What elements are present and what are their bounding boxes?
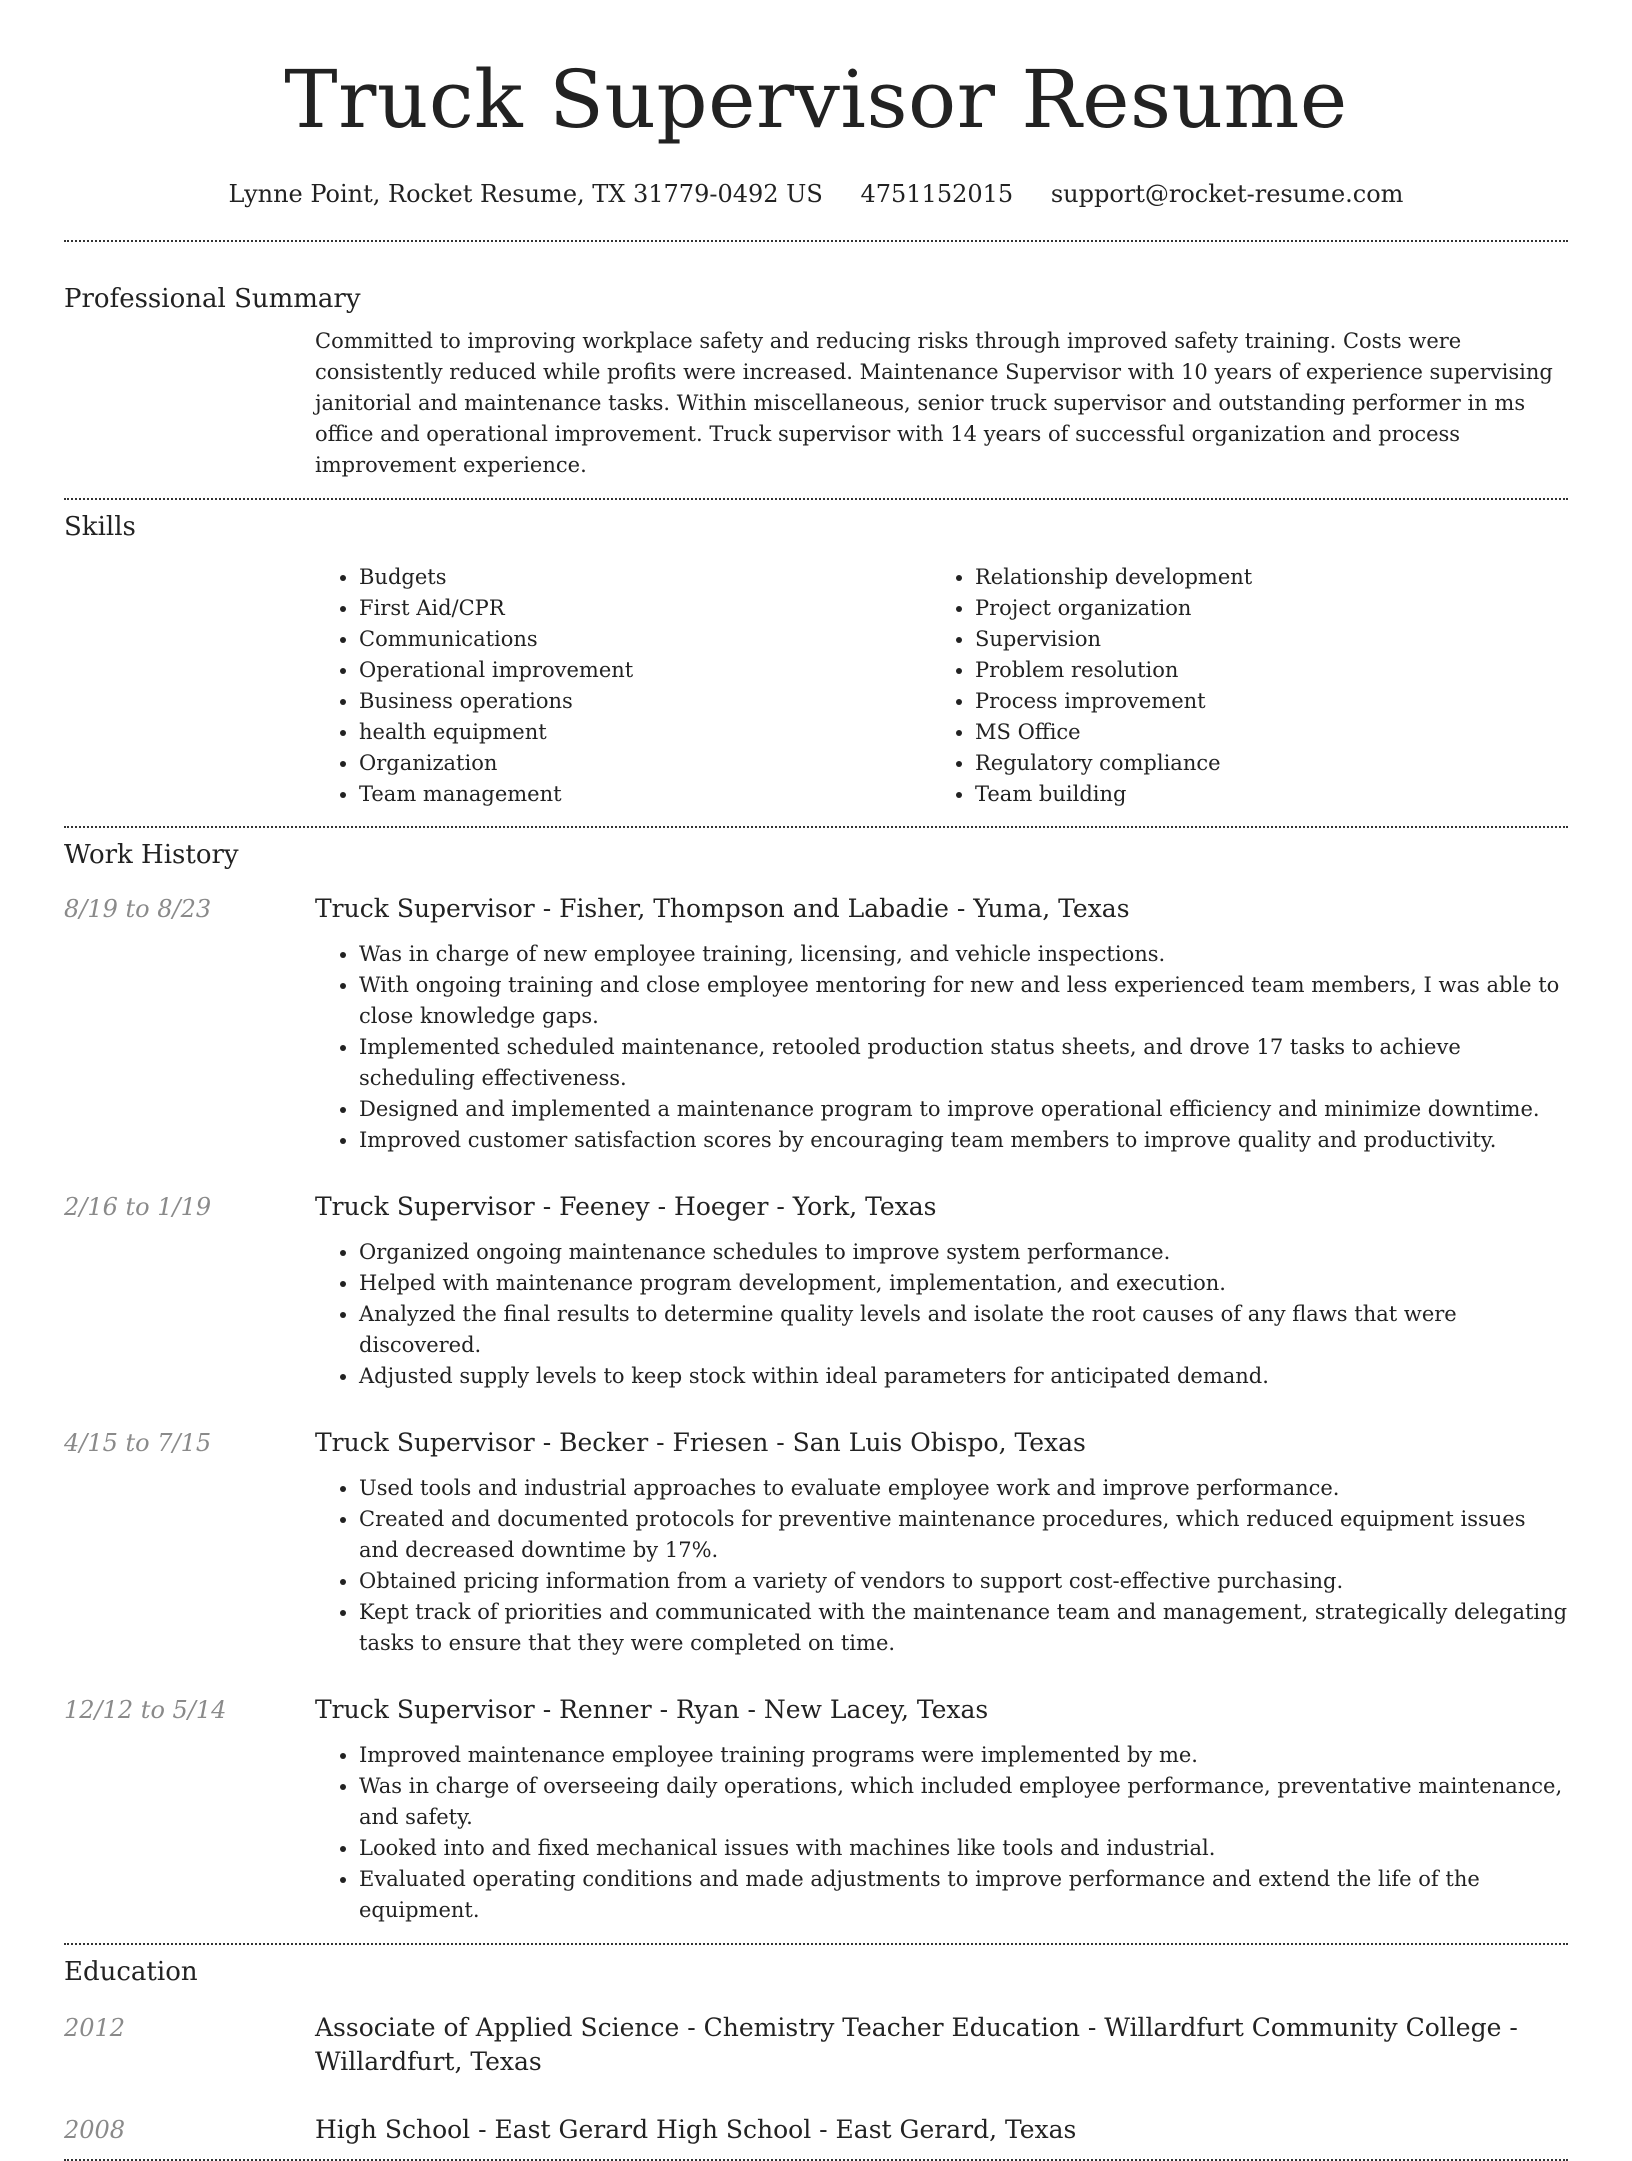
skill-item: • Business operations — [359, 686, 931, 717]
job-bullet: • Was in charge of new employee training, licensing, and vehicle inspections. — [359, 939, 1568, 970]
skill-item: • Communications — [359, 624, 931, 655]
job-dates: 2/16 to 1/19 — [64, 1193, 212, 1221]
skill-item: • Regulatory compliance — [975, 748, 1547, 779]
job-title: Truck Supervisor - Feeney - Hoeger - York, Texas — [315, 1192, 937, 1221]
education-heading: Education — [64, 1957, 198, 1987]
job-dates: 12/12 to 5/14 — [64, 1696, 227, 1724]
skill-item: • Operational improvement — [359, 655, 931, 686]
skill-item: • health equipment — [359, 717, 931, 748]
job-bullets — [315, 939, 1568, 1156]
job-entry — [64, 1426, 1568, 1659]
job-title: Truck Supervisor - Becker - Friesen - San Luis Obispo, Texas — [315, 1428, 1086, 1457]
contact-address: Lynne Point, Rocket Resume, TX 31779-0492 US — [228, 180, 823, 208]
skill-item: • Budgets — [359, 562, 931, 593]
education-title — [315, 2113, 1568, 2147]
job-bullet: • Improved maintenance employee training programs were implemented by me. — [359, 1740, 1568, 1771]
skill-item: • Organization — [359, 748, 931, 779]
summary-heading: Professional Summary — [64, 284, 361, 314]
job-bullet: • Evaluated operating conditions and made adjustments to improve performance and extend the life of the equipment. — [359, 1864, 1568, 1926]
education-entry — [64, 2011, 1568, 2079]
job-bullet: • Obtained pricing information from a variety of vendors to support cost-effective purchasing. — [359, 1566, 1568, 1597]
skills-list — [315, 562, 1568, 810]
job-bullet: • Organized ongoing maintenance schedules to improve system performance. — [359, 1237, 1568, 1268]
job-bullet: • Was in charge of overseeing daily operations, which included employee performance, preventative maintenance, and safety. — [359, 1771, 1568, 1833]
job-entry — [64, 892, 1568, 1156]
work-history-heading: Work History — [64, 840, 239, 870]
contact-phone: 4751152015 — [860, 180, 1014, 208]
resume-title: Truck Supervisor Resume — [284, 53, 1348, 146]
skill-item: • Problem resolution — [975, 655, 1547, 686]
job-bullet: • Designed and implemented a maintenance program to improve operational efficiency and minimize downtime. — [359, 1094, 1568, 1125]
skill-item: • Project organization — [975, 593, 1547, 624]
job-dates: 4/15 to 7/15 — [64, 1429, 212, 1457]
skills-column-left — [315, 562, 931, 810]
skill-item: • Team building — [975, 779, 1547, 810]
education-degree: Associate of Applied Science - Chemistry Teacher Education — [315, 2013, 1080, 2042]
summary-text: Committed to improving workplace safety and reducing risks through improved safety training. Costs were consistently reduced while profits were increased. Maintenance Supervisor with 10 years of experience supervising janitorial and maintenance tasks. Within miscellaneous, senior truck supervisor and outstanding performer in ms office and operational improvement. Truck supervisor with 14 years of successful organization and process improvement experience. — [315, 329, 1553, 477]
skills-column-right — [931, 562, 1547, 810]
job-bullets — [315, 1473, 1568, 1659]
job-bullet: • Used tools and industrial approaches to evaluate employee work and improve performance. — [359, 1473, 1568, 1504]
section-divider — [64, 498, 1568, 500]
job-bullet: • Adjusted supply levels to keep stock within ideal parameters for anticipated demand. — [359, 1361, 1568, 1392]
section-divider — [64, 1943, 1568, 1945]
job-bullet: • Improved customer satisfaction scores by encouraging team members to improve quality and productivity. — [359, 1125, 1568, 1156]
job-bullet: • Looked into and fixed mechanical issues with machines like tools and industrial. — [359, 1833, 1568, 1864]
education-year: 2012 — [64, 2014, 126, 2042]
job-dates: 8/19 to 8/23 — [64, 895, 212, 923]
section-divider — [64, 240, 1568, 242]
education-title — [315, 2011, 1568, 2079]
contact-line — [64, 178, 1568, 210]
education-degree: High School — [315, 2115, 471, 2144]
job-entry — [64, 1190, 1568, 1392]
skill-item: • Process improvement — [975, 686, 1547, 717]
job-entry — [64, 1693, 1568, 1926]
section-divider — [64, 826, 1568, 828]
skill-item: • First Aid/CPR — [359, 593, 931, 624]
job-bullet: • Kept track of priorities and communicated with the maintenance team and management, strategically delegating tasks to ensure that they were completed on time. — [359, 1597, 1568, 1659]
skill-item: • Team management — [359, 779, 931, 810]
education-detail: - East Gerard High School - East Gerard, Texas — [470, 2115, 1077, 2144]
contact-email: support@rocket-resume.com — [1050, 180, 1404, 208]
education-entry — [64, 2113, 1568, 2147]
job-bullets — [315, 1237, 1568, 1392]
skill-item: • Supervision — [975, 624, 1547, 655]
job-bullet: • Helped with maintenance program development, implementation, and execution. — [359, 1268, 1568, 1299]
skills-heading: Skills — [64, 512, 136, 542]
job-bullet: • Analyzed the final results to determine quality levels and isolate the root causes of any flaws that were discovered. — [359, 1299, 1568, 1361]
skill-item: • MS Office — [975, 717, 1547, 748]
job-bullet: • Implemented scheduled maintenance, retooled production status sheets, and drove 17 tasks to achieve scheduling effectiveness. — [359, 1032, 1568, 1094]
skill-item: • Relationship development — [975, 562, 1547, 593]
job-bullets — [315, 1740, 1568, 1926]
job-bullet: • With ongoing training and close employee mentoring for new and less experienced team members, I was able to close knowledge gaps. — [359, 970, 1568, 1032]
job-title: Truck Supervisor - Renner - Ryan - New Lacey, Texas — [315, 1695, 989, 1724]
job-bullet: • Created and documented protocols for preventive maintenance procedures, which reduced equipment issues and decreased downtime by 17%. — [359, 1504, 1568, 1566]
job-title: Truck Supervisor - Fisher, Thompson and Labadie - Yuma, Texas — [315, 894, 1130, 923]
education-year: 2008 — [64, 2116, 126, 2144]
education-detail: - Willardfurt Community College - Willardfurt, Texas — [315, 2013, 1518, 2076]
